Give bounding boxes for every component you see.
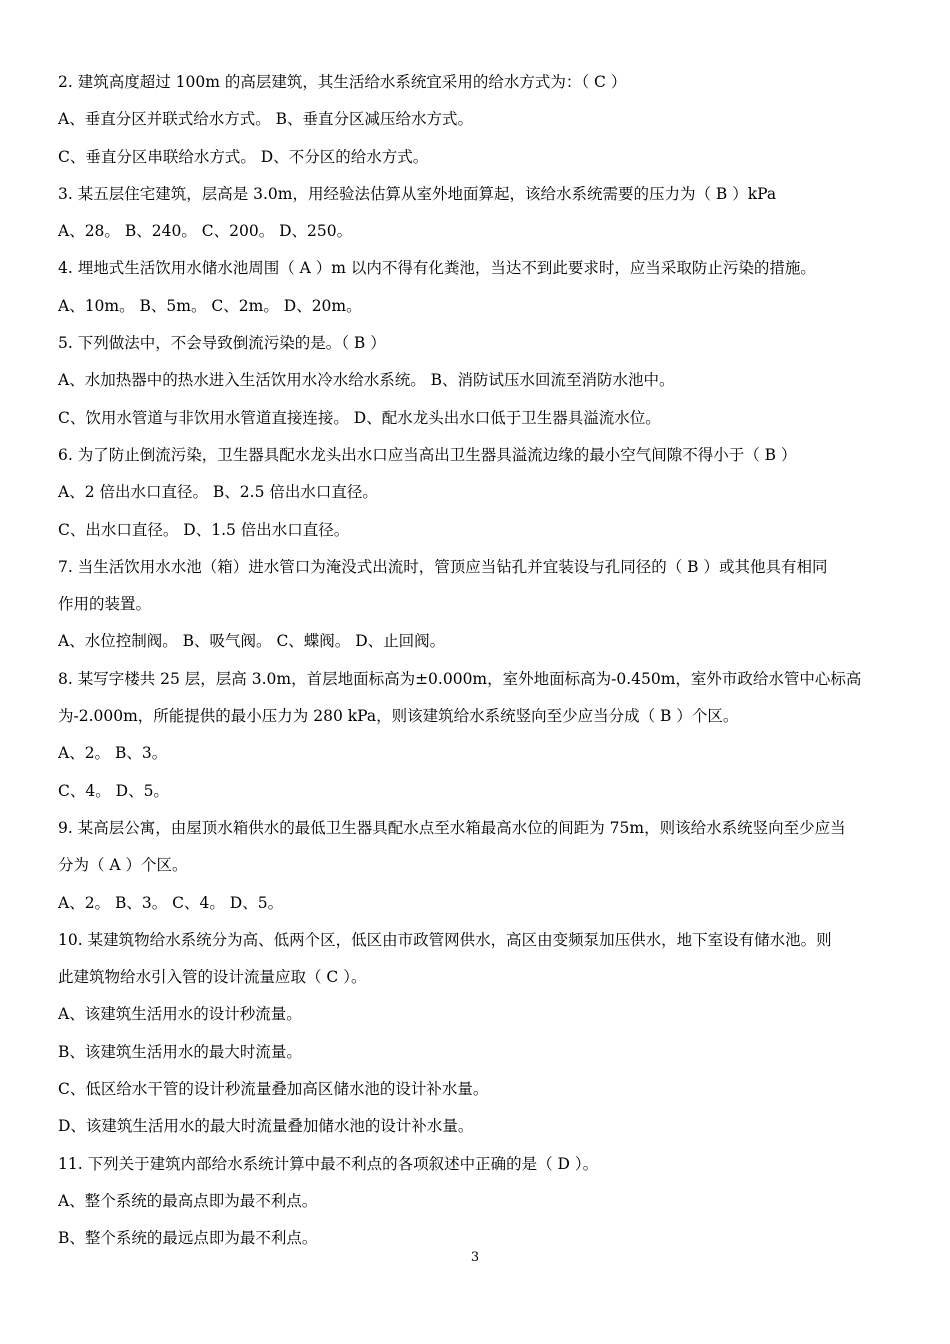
text-line: A、水位控制阀。 B、吸气阀。 C、蝶阀。 D、止回阀。: [58, 632, 446, 651]
text-line: 9. 某高层公寓，由屋顶水箱供水的最低卫生器具配水点至水箱最高水位的间距为 75m，则该给水系统竖向至少应当: [58, 818, 846, 837]
text-line: 10. 某建筑物给水系统分为高、低两个区，低区由市政管网供水，高区由变频泵加压供水，地下室设有储水池。则: [58, 930, 832, 949]
text-line: C、出水口直径。 D、1.5 倍出水口直径。: [58, 520, 350, 539]
text-line: A、10m。 B、5m。 C、2m。 D、20m。: [58, 296, 362, 315]
text-line: A、2。 B、3。: [58, 744, 168, 763]
page-number: 3: [470, 1250, 480, 1265]
text-line: 5. 下列做法中，不会导致倒流污染的是。（ B ）: [58, 334, 386, 353]
question-list: [58, 64, 898, 1258]
text-line: D、该建筑生活用水的最大时流量叠加储水池的设计补水量。: [58, 1117, 474, 1136]
text-line: 作用的装置。: [58, 595, 152, 614]
text-line: 7. 当生活饮用水水池（箱）进水管口为淹没式出流时，管顶应当钻孔并宜装设与孔同径的（ B ）或其他具有相同: [58, 557, 828, 576]
text-line: A、水加热器中的热水进入生活饮用水冷水给水系统。 B、消防试压水回流至消防水池中。: [58, 371, 675, 390]
text-line: A、28。 B、240。 C、200。 D、250。: [58, 222, 353, 241]
text-line: 2. 建筑高度超过 100m 的高层建筑，其生活给水系统宜采用的给水方式为：（ C ）: [58, 73, 627, 91]
text-line: B、该建筑生活用水的最大时流量。: [58, 1042, 302, 1061]
text-line: 8. 某写字楼共 25 层，层高 3.0m，首层地面标高为±0.000m，室外地面标高为-0.450m，室外市政给水管中心标高: [58, 669, 862, 688]
text-line: 3. 某五层住宅建筑，层高是 3.0m，用经验法估算从室外地面算起，该给水系统需要的压力为（ B ）kPa: [58, 184, 777, 203]
text-line: A、2 倍出水口直径。 B、2.5 倍出水口直径。: [58, 483, 378, 502]
text-line: A、垂直分区并联式给水方式。 B、垂直分区减压给水方式。: [58, 110, 474, 129]
text-line: C、低区给水干管的设计秒流量叠加高区储水池的设计补水量。: [58, 1080, 489, 1099]
text-line: 此建筑物给水引入管的设计流量应取（ C ）。: [58, 968, 367, 987]
text-line: C、饮用水管道与非饮用水管道直接连接。 D、配水龙头出水口低于卫生器具溢流水位。: [58, 408, 661, 427]
text-line: 分为（ A ）个区。: [58, 856, 188, 875]
text-line: 6. 为了防止倒流污染，卫生器具配水龙头出水口应当高出卫生器具溢流边缘的最小空气间隙不得小于（ B ）: [58, 445, 797, 464]
text-line: 11. 下列关于建筑内部给水系统计算中最不利点的各项叙述中正确的是（ D ）。: [58, 1154, 599, 1173]
text-line: 4. 埋地式生活饮用水储水池周围（ A ）m 以内不得有化粪池，当达不到此要求时，应当采取防止污染的措施。: [58, 259, 816, 278]
text-line: A、2。 B、3。 C、4。 D、5。: [58, 893, 284, 912]
text-line: A、该建筑生活用水的设计秒流量。: [58, 1005, 302, 1024]
text-line: C、垂直分区串联给水方式。 D、不分区的给水方式。: [58, 147, 429, 166]
text-line: B、整个系统的最远点即为最不利点。: [58, 1229, 318, 1248]
text-line: C、4。 D、5。: [58, 781, 169, 800]
text-line: 为-2.000m，所能提供的最小压力为 280 kPa，则该建筑给水系统竖向至少应当分成（ B ）个区。: [58, 707, 739, 726]
text-line: A、整个系统的最高点即为最不利点。: [58, 1191, 318, 1210]
